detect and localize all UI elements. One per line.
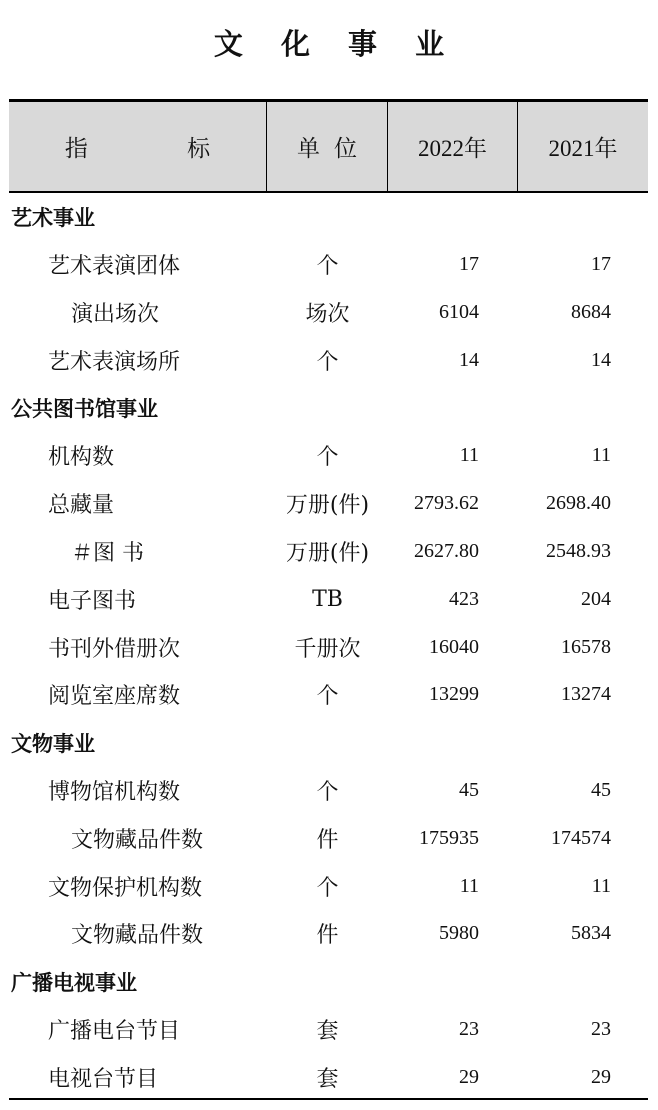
table-row <box>9 862 648 910</box>
row-value-2021: 204 <box>581 587 611 610</box>
row-unit: 个 <box>316 875 339 901</box>
row-unit: 个 <box>316 684 339 710</box>
table-row <box>9 767 648 815</box>
row-value-2021: 17 <box>591 253 611 276</box>
row-indicator-name: ＃图 书 <box>71 540 144 566</box>
row-unit: 场次 <box>305 301 350 327</box>
row-unit: 万册(件) <box>285 493 370 519</box>
row-unit: 件 <box>316 827 339 853</box>
row-value-2021: 2698.40 <box>546 492 611 515</box>
page-title: 文 化 事 业 <box>213 27 459 61</box>
table-row <box>9 336 648 384</box>
row-unit: 个 <box>316 349 339 375</box>
row-value-2022: 23 <box>459 1017 479 1040</box>
row-indicator-name: 电子图书 <box>48 588 137 614</box>
row-unit: 个 <box>316 779 339 805</box>
section-heading: 广播电视事业 <box>11 970 137 995</box>
table-body <box>9 193 648 1101</box>
row-unit: 个 <box>316 445 339 471</box>
row-unit: 套 <box>316 1066 339 1092</box>
row-indicator-name: 总藏量 <box>48 493 115 519</box>
table-row <box>9 814 648 862</box>
header-year-2022: 2022年 <box>388 102 518 191</box>
row-indicator-name: 文物保护机构数 <box>48 875 203 901</box>
row-indicator-name: 广播电台节目 <box>48 1018 181 1044</box>
row-value-2022: 423 <box>449 587 479 610</box>
row-indicator-name: 艺术表演团体 <box>48 254 181 280</box>
table-row <box>9 241 648 289</box>
table-row <box>9 575 648 623</box>
table-row <box>9 1006 648 1054</box>
table-header <box>9 99 648 193</box>
row-value-2021: 8684 <box>571 300 611 323</box>
row-value-2021: 14 <box>591 348 611 371</box>
row-value-2021: 16578 <box>561 635 611 658</box>
row-value-2021: 45 <box>591 778 611 801</box>
row-indicator-name: 博物馆机构数 <box>48 779 181 805</box>
section-heading: 公共图书馆事业 <box>11 397 158 422</box>
table-row <box>9 528 648 576</box>
row-value-2021: 2548.93 <box>546 539 611 562</box>
row-value-2021: 11 <box>591 444 611 467</box>
row-unit: 千册次 <box>294 636 361 662</box>
row-value-2022: 13299 <box>429 683 479 706</box>
table-bottom-rule <box>9 1098 648 1100</box>
row-unit: 个 <box>316 254 339 280</box>
row-value-2022: 16040 <box>429 635 479 658</box>
table-row <box>9 910 648 958</box>
row-value-2021: 13274 <box>561 683 611 706</box>
row-indicator-name: 演出场次 <box>71 301 160 327</box>
table-row <box>9 671 648 719</box>
row-value-2022: 14 <box>459 348 479 371</box>
row-value-2022: 45 <box>459 778 479 801</box>
row-indicator-name: 文物藏品件数 <box>71 827 204 853</box>
row-value-2022: 175935 <box>419 826 479 849</box>
table-row <box>9 623 648 671</box>
row-value-2021: 174574 <box>551 826 611 849</box>
row-indicator-name: 书刊外借册次 <box>48 636 181 662</box>
row-indicator-name: 机构数 <box>48 445 115 471</box>
row-value-2021: 11 <box>591 874 611 897</box>
section-heading: 艺术事业 <box>11 205 95 230</box>
row-indicator-name: 电视台节目 <box>48 1066 159 1092</box>
culture-table <box>9 99 648 1101</box>
section-heading: 文物事业 <box>11 731 95 756</box>
row-value-2022: 2627.80 <box>414 539 479 562</box>
row-value-2021: 29 <box>591 1065 611 1088</box>
header-year-2021: 2021年 <box>548 136 618 161</box>
row-unit: 件 <box>316 923 339 949</box>
row-value-2022: 5980 <box>439 922 479 945</box>
row-value-2022: 11 <box>459 444 479 467</box>
row-value-2022: 17 <box>459 253 479 276</box>
row-value-2022: 11 <box>459 874 479 897</box>
row-value-2021: 5834 <box>571 922 611 945</box>
row-value-2022: 2793.62 <box>414 492 479 515</box>
row-unit: 套 <box>316 1018 339 1044</box>
table-row <box>9 289 648 337</box>
table-row <box>9 480 648 528</box>
table-row <box>9 432 648 480</box>
row-value-2021: 23 <box>591 1017 611 1040</box>
header-indicator: 指 标 <box>9 102 267 191</box>
row-value-2022: 29 <box>459 1065 479 1088</box>
row-indicator-name: 艺术表演场所 <box>48 349 181 375</box>
row-value-2022: 6104 <box>439 300 479 323</box>
row-indicator-name: 文物藏品件数 <box>71 923 204 949</box>
row-unit: TB <box>312 586 343 612</box>
row-unit: 万册(件) <box>285 540 370 566</box>
row-indicator-name: 阅览室座席数 <box>48 684 181 710</box>
header-unit: 单位 <box>267 102 388 191</box>
table-row <box>9 1053 648 1101</box>
